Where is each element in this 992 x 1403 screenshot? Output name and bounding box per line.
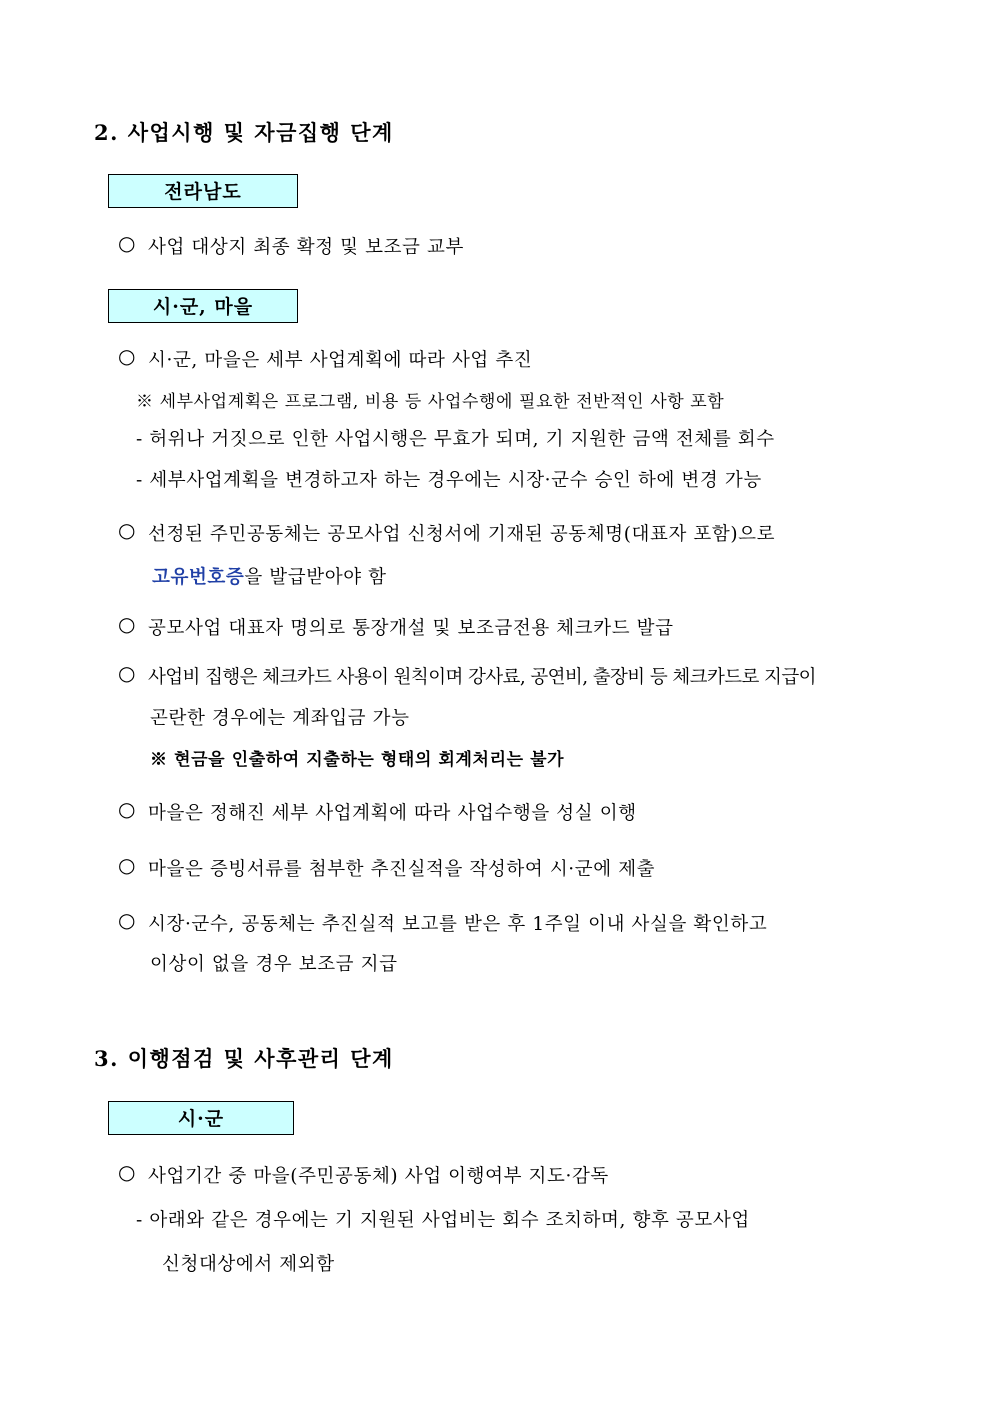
- bullet-circle-icon: ○: [118, 908, 136, 932]
- bullet-circle-icon: ○: [118, 853, 136, 877]
- sigun-item-4-note: ※ 현금을 인출하여 지출하는 형태의 회계처리는 불가: [150, 750, 565, 770]
- sigun-item-6: 마을은 증빙서류를 첨부한 추진실적을 작성하여 시·군에 제출: [148, 859, 656, 880]
- section-2-heading: 2. 사업시행 및 자금집행 단계: [94, 120, 394, 145]
- sigun-item-2-line-2-rest: 을 발급받아야 함: [244, 567, 387, 588]
- bullet-circle-icon: ○: [118, 612, 136, 636]
- sigun-sec3-dash-1-line-1: - 아래와 같은 경우에는 기 지원된 사업비는 회수 조치하며, 향후 공모사업: [136, 1210, 750, 1231]
- bullet-circle-icon: ○: [118, 797, 136, 821]
- tag-jeonnam: 전라남도: [108, 174, 298, 208]
- sigun-sec3-item-1: 사업기간 중 마을(주민공동체) 사업 이행여부 지도·감독: [148, 1166, 609, 1187]
- sigun-item-1: 시·군, 마을은 세부 사업계획에 따라 사업 추진: [148, 350, 533, 371]
- sigun-item-3: 공모사업 대표자 명의로 통장개설 및 보조금전용 체크카드 발급: [148, 618, 674, 639]
- sigun-item-4-line-1: 사업비 집행은 체크카드 사용이 원칙이며 강사료, 공연비, 출장비 등 체크카드로 지급이: [148, 667, 816, 688]
- jeonnam-item-1: 사업 대상지 최종 확정 및 보조금 교부: [148, 237, 464, 258]
- sigun-dash-2: - 세부사업계획을 변경하고자 하는 경우에는 시장·군수 승인 하에 변경 가능: [136, 470, 762, 491]
- bullet-circle-icon: ○: [118, 1160, 136, 1184]
- registration-number-highlight: 고유번호증: [152, 567, 245, 588]
- bullet-circle-icon: ○: [118, 231, 136, 255]
- bullet-circle-icon: ○: [118, 344, 136, 368]
- sigun-item-7-line-2: 이상이 없을 경우 보조금 지급: [150, 954, 398, 975]
- section-3-heading: 3. 이행점검 및 사후관리 단계: [94, 1046, 394, 1071]
- sigun-item-5: 마을은 정해진 세부 사업계획에 따라 사업수행을 성실 이행: [148, 803, 637, 824]
- sigun-dash-1: - 허위나 거짓으로 인한 사업시행은 무효가 되며, 기 지원한 금액 전체를 회수: [136, 429, 775, 450]
- sigun-item-2-line-1: 선정된 주민공동체는 공모사업 신청서에 기재된 공동체명(대표자 포함)으로: [148, 524, 776, 545]
- sigun-sec3-dash-1-line-2: 신청대상에서 제외함: [162, 1254, 335, 1275]
- sigun-item-2-line-2: [152, 563, 387, 589]
- sigun-item-7-line-1: 시장·군수, 공동체는 추진실적 보고를 받은 후 1주일 이내 사실을 확인하고: [148, 914, 768, 935]
- bullet-circle-icon: ○: [118, 518, 136, 542]
- sigun-item-4-line-2: 곤란한 경우에는 계좌입금 가능: [150, 708, 410, 729]
- tag-sigun: 시·군: [108, 1101, 294, 1135]
- tag-sigun-village: 시·군, 마을: [108, 289, 298, 323]
- bullet-circle-icon: ○: [118, 661, 136, 685]
- sigun-note-1: ※ 세부사업계획은 프로그램, 비용 등 사업수행에 필요한 전반적인 사항 포함: [136, 392, 725, 412]
